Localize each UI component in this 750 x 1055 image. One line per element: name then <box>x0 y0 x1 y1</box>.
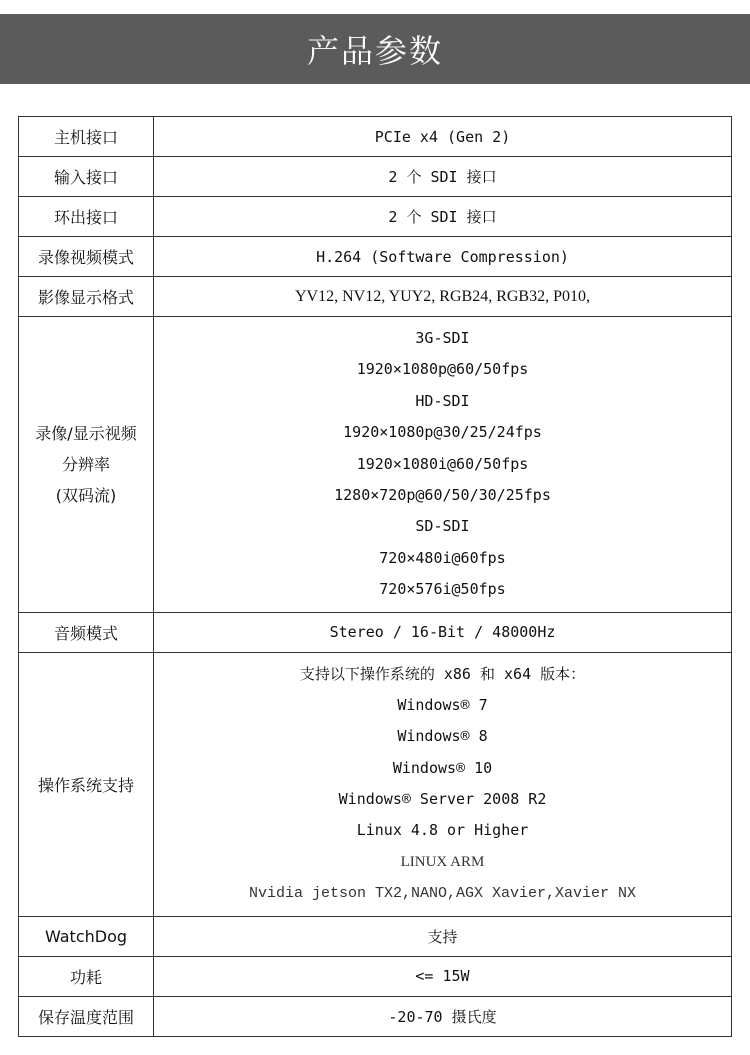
value-line: Linux 4.8 or Higher <box>356 821 529 840</box>
value-line: 1920×1080p@60/50fps <box>356 360 529 379</box>
row-label: WatchDog <box>19 916 154 956</box>
table-row <box>19 117 732 157</box>
row-value: 2 个 SDI 接口 <box>154 197 732 237</box>
value-line: 1920×1080i@60/50fps <box>356 454 529 473</box>
value-line: HD-SDI <box>415 391 470 410</box>
value-line: LINUX ARM <box>400 853 485 870</box>
value-line: 支持以下操作系统的 x86 和 x64 版本： <box>299 664 586 683</box>
value-line: Windows® 8 <box>397 727 488 746</box>
row-value: 支持 <box>154 916 732 956</box>
spec-table <box>18 116 732 1037</box>
value-line: Nvidia jetson TX2,NANO,AGX Xavier,Xavier NX <box>248 885 637 903</box>
row-value: Stereo / 16-Bit / 48000Hz <box>154 612 732 652</box>
row-value: <= 15W <box>154 956 732 996</box>
value-line: Windows® Server 2008 R2 <box>338 790 547 809</box>
row-label: 音频模式 <box>19 612 154 652</box>
row-value: YV12, NV12, YUY2, RGB24, RGB32, P010, <box>154 277 732 317</box>
page-title: 产品参数 <box>306 32 443 70</box>
table-row <box>19 612 732 652</box>
table-row <box>19 277 732 317</box>
row-value <box>154 317 732 613</box>
row-label: 保存温度范围 <box>19 996 154 1036</box>
header-banner <box>0 14 750 84</box>
value-line: SD-SDI <box>415 517 470 536</box>
value-line: 1280×720p@60/50/30/25fps <box>334 485 551 504</box>
row-label: 输入接口 <box>19 157 154 197</box>
row-label: 录像视频模式 <box>19 237 154 277</box>
table-row <box>19 996 732 1036</box>
table-row <box>19 652 732 916</box>
value-line: 3G-SDI <box>415 329 470 347</box>
row-label: 影像显示格式 <box>19 277 154 317</box>
table-row <box>19 956 732 996</box>
table-row <box>19 916 732 956</box>
row-label: 操作系统支持 <box>19 652 154 916</box>
table-row <box>19 157 732 197</box>
value-line: Windows® 10 <box>392 758 493 777</box>
label-line: 录像/显示视频 <box>35 423 137 443</box>
label-line: (双码流) <box>55 485 117 505</box>
value-line: Windows® 7 <box>397 695 488 714</box>
row-label: 环出接口 <box>19 197 154 237</box>
value-line: 720×576i@50fps <box>379 580 506 599</box>
label-line: 分辨率 <box>61 454 110 474</box>
row-value: PCIe x4 (Gen 2) <box>154 117 732 157</box>
row-value: -20-70 摄氏度 <box>154 996 732 1036</box>
table-row <box>19 197 732 237</box>
row-value <box>154 652 732 916</box>
row-value: 2 个 SDI 接口 <box>154 157 732 197</box>
row-value: H.264 (Software Compression) <box>154 237 732 277</box>
table-row <box>19 237 732 277</box>
row-label <box>19 317 154 613</box>
value-line: 1920×1080p@30/25/24fps <box>343 423 542 442</box>
value-line: 720×480i@60fps <box>379 548 506 567</box>
row-label: 主机接口 <box>19 117 154 157</box>
row-label: 功耗 <box>19 956 154 996</box>
table-row <box>19 317 732 613</box>
